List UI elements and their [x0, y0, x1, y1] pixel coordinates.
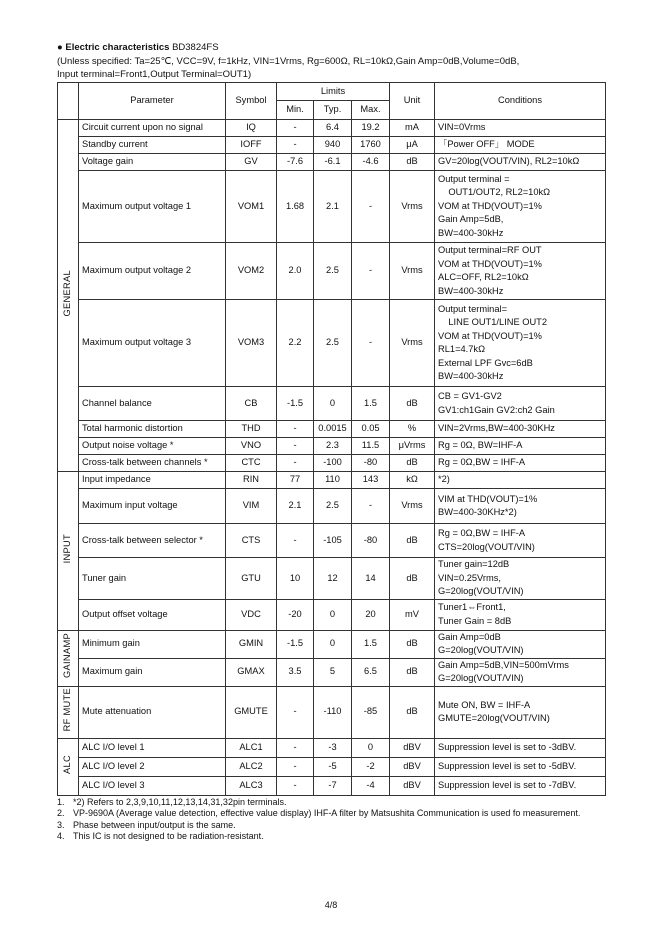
condition-line: VIN=0.25Vrms,: [438, 572, 501, 583]
condition-line: G=20log(VOUT/VIN): [438, 586, 524, 596]
min-cell: 2.2: [277, 300, 314, 387]
typ-cell: -5: [314, 757, 352, 776]
condition-line: VOM at THD(VOUT)=1%: [438, 200, 542, 211]
condition-line: Rg = 0Ω, BW=IHF-A: [438, 440, 523, 451]
table-row: [58, 757, 606, 776]
unit-cell: Vrms: [390, 300, 435, 387]
condition-line: BW=400-30kHz: [438, 285, 504, 296]
max-cell: -: [352, 243, 390, 300]
section-label-cell: [58, 472, 79, 631]
condition-line: CB = GV1-GV2: [438, 391, 502, 401]
conditions-cell: [435, 489, 606, 524]
typ-cell: 5: [314, 658, 352, 686]
min-cell: -7.6: [277, 154, 314, 171]
conditions-cell: [435, 137, 606, 154]
condition-line: RL1=4.7kΩ: [438, 344, 486, 354]
conditions-cell: [435, 421, 606, 438]
table-row: [58, 686, 606, 738]
symbol-cell: GTU: [226, 558, 277, 600]
table-row: [58, 524, 606, 558]
max-cell: 1760: [352, 137, 390, 154]
min-cell: -: [277, 438, 314, 455]
max-cell: 6.5: [352, 658, 390, 686]
condition-line: GMUTE=20log(VOUT/VIN): [438, 713, 550, 723]
condition-line: Rg = 0Ω,BW = IHF-A: [438, 457, 526, 468]
conditions-line-1: (Unless specified: Ta=25℃, VCC=9V, f=1kHz, VIN=1Vrms, Rg=600Ω, RL=10kΩ,Gain Amp=0dB,Volume=0dB,: [57, 55, 520, 67]
max-cell: -: [352, 300, 390, 387]
condition-line: Tuner1⇔Front1,: [438, 602, 506, 612]
param-cell: ALC I/O level 2: [79, 757, 226, 776]
condition-line: VOM at THD(VOUT)=1%: [438, 258, 542, 269]
header-title-line: [57, 41, 617, 55]
condition-line: Rg = 0Ω,BW = IHF-A: [438, 528, 526, 538]
symbol-cell: VOM2: [226, 243, 277, 300]
condition-line: ALC=OFF, RL2=10kΩ: [438, 272, 529, 282]
param-cell: Input impedance: [79, 472, 226, 489]
conditions-cell: [435, 171, 606, 243]
condition-line: G=20log(VOUT/VIN): [438, 673, 524, 683]
max-cell: 0: [352, 738, 390, 757]
max-cell: 143: [352, 472, 390, 489]
header-parameter: Parameter: [79, 83, 226, 120]
unit-cell: dB: [390, 558, 435, 600]
symbol-cell: VOM1: [226, 171, 277, 243]
typ-cell: 0: [314, 599, 352, 630]
conditions-cell: [435, 757, 606, 776]
max-cell: -85: [352, 686, 390, 738]
conditions-cell: [435, 455, 606, 472]
min-cell: -1.5: [277, 387, 314, 421]
conditions-cell: [435, 154, 606, 171]
footnote: 4. This IC is not designed to be radiation-resistant.: [57, 830, 264, 841]
condition-line: Output terminal =: [438, 173, 510, 184]
unit-cell: dBV: [390, 738, 435, 757]
conditions-cell: [435, 686, 606, 738]
header-limits: Limits: [277, 83, 390, 101]
electric-characteristics-table: [57, 82, 606, 796]
condition-line: 「Power OFF」 MODE: [438, 139, 535, 150]
conditions-cell: [435, 472, 606, 489]
min-cell: 1.68: [277, 171, 314, 243]
conditions-cell: [435, 776, 606, 795]
max-cell: -: [352, 171, 390, 243]
unit-cell: Vrms: [390, 171, 435, 243]
max-cell: -4: [352, 776, 390, 795]
max-cell: -80: [352, 455, 390, 472]
typ-cell: -7: [314, 776, 352, 795]
condition-line: Output terminal=RF OUT: [438, 245, 542, 255]
condition-line: VOM at THD(VOUT)=1%: [438, 330, 542, 341]
typ-cell: 2.5: [314, 489, 352, 524]
unit-cell: dB: [390, 630, 435, 658]
conditions-line-2: Input terminal=Front1,Output Terminal=OUT1): [57, 69, 252, 81]
symbol-cell: THD: [226, 421, 277, 438]
header-conditions: Conditions: [435, 83, 606, 120]
typ-cell: 0: [314, 630, 352, 658]
table-row: [58, 387, 606, 421]
param-cell: Output offset voltage: [79, 599, 226, 630]
unit-cell: %: [390, 421, 435, 438]
table-body: [58, 120, 606, 796]
typ-cell: -6.1: [314, 154, 352, 171]
header-symbol: Symbol: [226, 83, 277, 120]
typ-cell: -110: [314, 686, 352, 738]
typ-cell: -100: [314, 455, 352, 472]
table-row: [58, 154, 606, 171]
section-label-cell: [58, 120, 79, 472]
symbol-cell: CTS: [226, 524, 277, 558]
typ-cell: 6.4: [314, 120, 352, 137]
page-number: 4/8: [324, 900, 338, 910]
param-cell: Circuit current upon no signal: [79, 120, 226, 137]
typ-cell: 2.5: [314, 243, 352, 300]
max-cell: 19.2: [352, 120, 390, 137]
unit-cell: μVrms: [390, 438, 435, 455]
typ-cell: 2.1: [314, 171, 352, 243]
param-cell: ALC I/O level 1: [79, 738, 226, 757]
unit-cell: dB: [390, 387, 435, 421]
condition-line: *2): [438, 474, 450, 485]
symbol-cell: VOM3: [226, 300, 277, 387]
max-cell: 1.5: [352, 387, 390, 421]
unit-cell: mV: [390, 599, 435, 630]
param-cell: Maximum output voltage 2: [79, 243, 226, 300]
symbol-cell: VIM: [226, 489, 277, 524]
max-cell: -: [352, 489, 390, 524]
unit-cell: kΩ: [390, 472, 435, 489]
symbol-cell: GMUTE: [226, 686, 277, 738]
part-number: BD3824FS: [172, 42, 219, 53]
section-label-cell: [58, 738, 79, 795]
max-cell: 20: [352, 599, 390, 630]
min-cell: -: [277, 120, 314, 137]
symbol-cell: IQ: [226, 120, 277, 137]
min-cell: 10: [277, 558, 314, 600]
conditions-cell: [435, 524, 606, 558]
section-title: Electric characteristics: [65, 42, 170, 53]
footnote: 2. VP-9690A (Average value detection, effective value display) IHF-A filter by Matsushita Communication is used fo measurement.: [57, 808, 581, 819]
max-cell: 11.5: [352, 438, 390, 455]
condition-line: Tuner gain=12dB: [438, 559, 510, 569]
unit-cell: dBV: [390, 776, 435, 795]
condition-line: BW=400-30kHz: [438, 227, 504, 238]
typ-cell: 0: [314, 387, 352, 421]
param-cell: Voltage gain: [79, 154, 226, 171]
conditions-cell: [435, 243, 606, 300]
unit-cell: dB: [390, 524, 435, 558]
condition-line: Mute ON, BW = IHF-A: [438, 699, 531, 710]
condition-line: VIM at THD(VOUT)=1%: [438, 493, 538, 504]
symbol-cell: GMIN: [226, 630, 277, 658]
unit-cell: dB: [390, 658, 435, 686]
min-cell: -: [277, 686, 314, 738]
header-min: Min.: [277, 101, 314, 120]
conditions-cell: [435, 630, 606, 658]
unit-cell: dBV: [390, 757, 435, 776]
condition-line: GV=20log(VOUT/VIN), RL2=10kΩ: [438, 156, 580, 167]
typ-cell: -105: [314, 524, 352, 558]
table-row: [58, 558, 606, 600]
section-label: INPUT: [62, 533, 73, 564]
param-cell: Maximum output voltage 3: [79, 300, 226, 387]
table-row: [58, 472, 606, 489]
param-cell: Tuner gain: [79, 558, 226, 600]
unit-cell: dB: [390, 455, 435, 472]
conditions-cell: [435, 300, 606, 387]
section-label-cell: [58, 630, 79, 686]
min-cell: -: [277, 738, 314, 757]
min-cell: 77: [277, 472, 314, 489]
section-header-cell: [58, 83, 79, 120]
table-row: [58, 243, 606, 300]
unit-cell: μA: [390, 137, 435, 154]
condition-line: G=20log(VOUT/VIN): [438, 645, 524, 655]
table-row: [58, 300, 606, 387]
unit-cell: dB: [390, 154, 435, 171]
symbol-cell: VDC: [226, 599, 277, 630]
min-cell: -: [277, 757, 314, 776]
table-row: [58, 658, 606, 686]
condition-line: VIN=2Vrms,BW=400-30KHz: [438, 423, 555, 434]
condition-line: Gain Amp=5dB,VIN=500mVrms: [438, 659, 569, 670]
typ-cell: 2.5: [314, 300, 352, 387]
section-label-cell: [58, 686, 79, 738]
param-cell: Total harmonic distortion: [79, 421, 226, 438]
conditions-cell: [435, 738, 606, 757]
footnote: 1. *2) Refers to 2,3,9,10,11,12,13,14,31,32pin terminals.: [57, 797, 287, 807]
conditions-cell: [435, 558, 606, 600]
param-cell: Maximum output voltage 1: [79, 171, 226, 243]
condition-line: Output terminal=: [438, 303, 508, 314]
conditions-cell: [435, 599, 606, 630]
table-row: [58, 171, 606, 243]
condition-line: LINE OUT1/LINE OUT2: [438, 317, 548, 327]
section-label: ALC: [62, 754, 73, 774]
unit-cell: Vrms: [390, 489, 435, 524]
condition-line: BW=400-30kHz: [438, 371, 504, 381]
condition-line: VIN=0Vrms: [438, 122, 486, 133]
min-cell: 3.5: [277, 658, 314, 686]
footnote: 3. Phase between input/output is the same.: [57, 819, 236, 830]
conditions-cell: [435, 658, 606, 686]
param-cell: Maximum gain: [79, 658, 226, 686]
conditions-cell: [435, 387, 606, 421]
section-label: GAINAMP: [62, 633, 73, 679]
condition-line: Tuner Gain = 8dB: [438, 615, 512, 626]
section-label: GENERAL: [62, 269, 73, 317]
symbol-cell: ALC2: [226, 757, 277, 776]
table-row: [58, 738, 606, 757]
table-row: [58, 776, 606, 795]
table-row: [58, 438, 606, 455]
param-cell: Minimum gain: [79, 630, 226, 658]
typ-cell: 12: [314, 558, 352, 600]
param-cell: Cross-talk between selector *: [79, 524, 226, 558]
symbol-cell: VNO: [226, 438, 277, 455]
param-cell: Channel balance: [79, 387, 226, 421]
max-cell: 1.5: [352, 630, 390, 658]
symbol-cell: ALC1: [226, 738, 277, 757]
table-row: [58, 455, 606, 472]
min-cell: 2.1: [277, 489, 314, 524]
typ-cell: 110: [314, 472, 352, 489]
param-cell: Output noise voltage *: [79, 438, 226, 455]
table-row: [58, 137, 606, 154]
symbol-cell: IOFF: [226, 137, 277, 154]
typ-cell: 2.3: [314, 438, 352, 455]
condition-line: External LPF Gvc=6dB: [438, 357, 533, 368]
min-cell: 2.0: [277, 243, 314, 300]
symbol-cell: RIN: [226, 472, 277, 489]
table-row: [58, 599, 606, 630]
symbol-cell: CB: [226, 387, 277, 421]
min-cell: -: [277, 776, 314, 795]
min-cell: -: [277, 421, 314, 438]
min-cell: -1.5: [277, 630, 314, 658]
table-row: [58, 421, 606, 438]
typ-cell: 940: [314, 137, 352, 154]
param-cell: Cross-talk between channels *: [79, 455, 226, 472]
unit-cell: mA: [390, 120, 435, 137]
min-cell: -: [277, 137, 314, 154]
conditions-cell: [435, 438, 606, 455]
bullet: ●: [57, 42, 63, 53]
footnotes: [57, 797, 637, 842]
min-cell: -: [277, 455, 314, 472]
max-cell: 14: [352, 558, 390, 600]
symbol-cell: GV: [226, 154, 277, 171]
param-cell: ALC I/O level 3: [79, 776, 226, 795]
condition-line: Suppression level is set to -5dBV.: [438, 760, 577, 771]
symbol-cell: ALC3: [226, 776, 277, 795]
spec-header: [57, 41, 617, 82]
symbol-cell: GMAX: [226, 658, 277, 686]
min-cell: -20: [277, 599, 314, 630]
section-label: RF MUTE: [62, 688, 73, 732]
condition-line: Suppression level is set to -7dBV.: [438, 779, 577, 790]
condition-line: CTS=20log(VOUT/VIN): [438, 541, 535, 552]
param-cell: Maximum input voltage: [79, 489, 226, 524]
min-cell: -: [277, 524, 314, 558]
unit-cell: dB: [390, 686, 435, 738]
unit-cell: Vrms: [390, 243, 435, 300]
condition-line: Suppression level is set to -3dBV.: [438, 741, 577, 752]
typ-cell: -3: [314, 738, 352, 757]
symbol-cell: CTC: [226, 455, 277, 472]
max-cell: 0.05: [352, 421, 390, 438]
max-cell: -80: [352, 524, 390, 558]
condition-line: Gain Amp=0dB: [438, 631, 501, 642]
condition-line: GV1:ch1Gain GV2:ch2 Gain: [438, 404, 555, 415]
param-cell: Standby current: [79, 137, 226, 154]
table-row: [58, 489, 606, 524]
max-cell: -2: [352, 757, 390, 776]
conditions-cell: [435, 120, 606, 137]
header-max: Max.: [352, 101, 390, 120]
table-row: [58, 630, 606, 658]
max-cell: -4.6: [352, 154, 390, 171]
condition-line: BW=400-30KHz*2): [438, 507, 517, 517]
condition-line: Gain Amp=5dB,: [438, 214, 504, 225]
param-cell: Mute attenuation: [79, 686, 226, 738]
header-unit: Unit: [390, 83, 435, 120]
condition-line: OUT1/OUT2, RL2=10kΩ: [438, 187, 551, 198]
header-typ: Typ.: [314, 101, 352, 120]
typ-cell: 0.0015: [314, 421, 352, 438]
table-row: [58, 120, 606, 137]
